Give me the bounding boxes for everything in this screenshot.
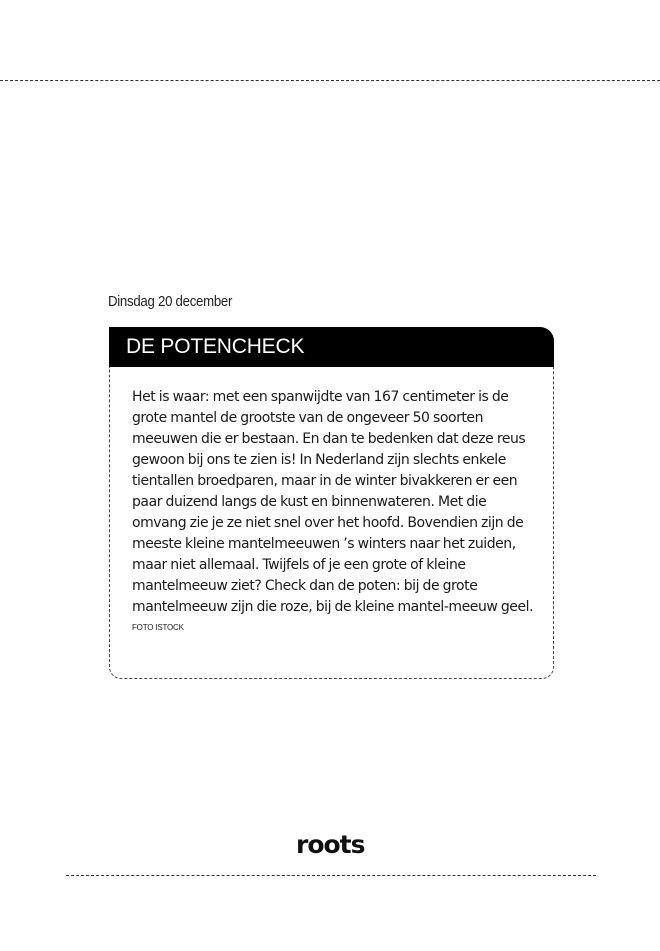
- card-body-text: Het is waar: met een spanwijdte van 167 centimeter is de grote mantel de grootste van de ongeveer 50 soorten meeuwen die er bestaan. En dan te bedenken dat deze reus gewoon bij ons te zien is! In Nederland zijn slechts enkele tientallen broedparen, maar in de winter bivakkeren er een paar duizend langs de kust en binnenwateren. Met die omvang zie je ze niet snel over het hoofd. Bovendien zijn de meeste kleine mantelmeeuwen ’s winters naar het zuiden, maar niet allemaal. Twijfels of je een grote of kleine mantelmeeuw ziet? Check dan de poten: bij de grote mantelmeeuw zijn die roze, bij de kleine mantel-meeuw geel.: [132, 389, 534, 615]
- roots-logo: roots: [296, 830, 365, 859]
- photo-credit: FOTO ISTOCK: [132, 623, 184, 632]
- page-date: Dinsdag 20 december: [108, 293, 233, 310]
- card-header: [109, 327, 554, 367]
- potencheck-card: [109, 327, 554, 679]
- cut-line-bottom: [66, 875, 596, 876]
- card-title: DE POTENCHECK: [126, 335, 305, 358]
- cut-line-top: [0, 80, 660, 81]
- card-body: [109, 367, 554, 679]
